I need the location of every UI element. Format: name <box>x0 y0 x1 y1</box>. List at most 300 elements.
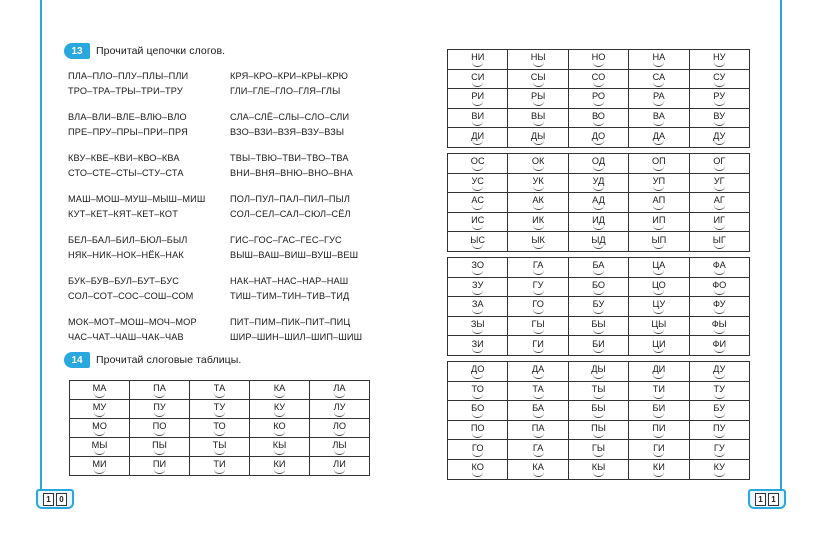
book-icon <box>36 489 74 509</box>
syllable-chain-line: МАШ–МОШ–МУШ–МЫШ–МИШ <box>68 194 206 204</box>
syllable-cell <box>689 401 749 421</box>
syllable-arc-mark <box>653 82 664 87</box>
table-row <box>70 419 370 438</box>
syllable-chain-line: СТО–СТЕ–СТЫ–СТУ–СТА <box>68 168 184 178</box>
syllable-text: ГУ <box>713 442 725 453</box>
syllable-text: ПО <box>152 421 167 431</box>
syllable-chain-line: ВЛА–ВЛИ–ВЛЕ–ВЛЮ–ВЛО <box>68 112 187 122</box>
syllable-text: ПЫ <box>152 440 167 450</box>
table-row <box>448 440 750 460</box>
syllable-text: ИД <box>592 215 605 226</box>
syllable-cell <box>689 381 749 401</box>
syllable-text: ДЫ <box>591 364 606 375</box>
syllable-cell <box>568 381 628 401</box>
syllable-text: ЫГ <box>712 234 726 245</box>
table-row <box>448 420 750 440</box>
syllable-cell <box>629 69 689 89</box>
syllable-chain-line: ПИТ–ПИМ–ПИК–ПИТ–ПИЦ <box>230 317 351 327</box>
syllable-arc-mark <box>714 101 725 106</box>
syllable-arc-mark <box>472 62 483 67</box>
table-row <box>448 173 750 193</box>
syllable-text: ФА <box>712 260 726 271</box>
syllable-cell <box>689 212 749 232</box>
syllable-arc-mark <box>472 309 483 314</box>
syllable-text: СА <box>652 71 666 82</box>
syllable-text: РА <box>653 91 665 102</box>
syllable-text: ПА <box>531 423 545 434</box>
syllable-cell <box>629 173 689 193</box>
syllable-cell <box>629 128 689 148</box>
syllable-arc-mark <box>714 309 725 314</box>
syllable-arc-mark <box>653 290 664 295</box>
syllable-text: РИ <box>471 91 485 102</box>
syllable-chain-line: СОЛ–СЕЛ–САЛ–СЮЛ–СЁЛ <box>230 209 351 219</box>
syllable-arc-mark <box>533 472 544 477</box>
syllable-text: ДИ <box>652 364 666 375</box>
syllable-text: ГЫ <box>531 319 545 330</box>
syllable-arc-mark <box>593 244 604 249</box>
syllable-cell <box>448 212 508 232</box>
syllable-arc-mark <box>714 329 725 334</box>
syllable-arc-mark <box>533 244 544 249</box>
syllable-arc-mark <box>533 413 544 418</box>
syllable-cell <box>568 232 628 252</box>
syllable-arc-mark <box>593 166 604 171</box>
syllable-chain-line: ТВЫ–ТВЮ–ТВИ–ТВО–ТВА <box>230 153 349 163</box>
syllable-cell <box>130 400 190 419</box>
syllable-arc-mark <box>533 140 544 145</box>
syllable-cell <box>70 438 130 457</box>
syllable-arc-mark <box>533 166 544 171</box>
syllable-cell <box>448 401 508 421</box>
syllable-chain-line: НАК–НАТ–НАС–НАР–НАШ <box>230 276 349 286</box>
syllable-arc-mark <box>533 433 544 438</box>
syllable-text: ФИ <box>712 338 727 349</box>
syllable-text: ГУ <box>532 279 544 290</box>
syllable-text: БУ <box>713 403 726 414</box>
syllable-text: ЦЫ <box>651 319 667 330</box>
syllable-cell <box>508 381 568 401</box>
syllable-text: ТО <box>471 383 484 394</box>
syllable-chain-line: КУТ–КЕТ–КЯТ–КЕТ–КОТ <box>68 209 178 219</box>
syllable-text: НО <box>591 52 606 63</box>
syllable-arc-mark <box>714 205 725 210</box>
syllable-cell <box>508 69 568 89</box>
syllable-arc-mark <box>714 394 725 399</box>
syllable-arc-mark <box>593 290 604 295</box>
syllable-text: ЗО <box>471 260 484 271</box>
syllable-arc-mark <box>533 62 544 67</box>
syllable-arc-mark <box>472 413 483 418</box>
syllable-arc-mark <box>472 225 483 230</box>
syllable-text: УП <box>652 175 666 186</box>
syllable-text: ЦА <box>652 260 666 271</box>
syllable-cell <box>508 173 568 193</box>
syllable-cell <box>310 419 370 438</box>
syllable-arc-mark <box>714 290 725 295</box>
table-row <box>448 108 750 128</box>
syllable-text: ВИ <box>471 111 485 122</box>
syllable-arc-mark <box>714 62 725 67</box>
syllable-cell <box>568 154 628 174</box>
syllable-arc-mark <box>653 374 664 379</box>
syllable-cell <box>568 316 628 336</box>
syllable-text: ГЫ <box>591 442 606 453</box>
syllable-cell <box>448 277 508 297</box>
table-row <box>448 128 750 148</box>
syllable-cell <box>568 193 628 213</box>
syllable-text: УК <box>532 175 544 186</box>
syllable-arc-mark <box>714 121 725 126</box>
syllable-cell <box>310 381 370 400</box>
syllable-cell <box>250 438 310 457</box>
syllable-cell <box>508 212 568 232</box>
syllable-cell <box>310 457 370 476</box>
syllable-arc-mark <box>274 469 285 474</box>
syllable-text: ДУ <box>713 130 726 141</box>
syllable-text: СУ <box>713 71 726 82</box>
table-row <box>448 232 750 252</box>
syllable-arc-mark <box>653 244 664 249</box>
syllable-arc-mark <box>533 270 544 275</box>
syllable-cell <box>508 258 568 278</box>
syllable-cell <box>629 89 689 109</box>
syllable-arc-mark <box>653 472 664 477</box>
syllable-arc-mark <box>533 205 544 210</box>
syllable-chain-line: ВЗО–ВЗИ–ВЗЯ–ВЗУ–ВЗЫ <box>230 127 345 137</box>
syllable-text: ПИ <box>652 423 666 434</box>
syllable-text: НЫ <box>530 52 546 63</box>
syllable-text: ПУ <box>153 402 166 412</box>
syllable-cell <box>448 232 508 252</box>
syllable-text: МА <box>92 383 107 393</box>
syllable-arc-mark <box>154 412 165 417</box>
syllable-cell <box>568 89 628 109</box>
table-row <box>448 297 750 317</box>
syllable-arc-mark <box>334 412 345 417</box>
syllable-text: АП <box>652 195 666 206</box>
syllable-cell <box>508 232 568 252</box>
syllable-arc-mark <box>533 121 544 126</box>
syllable-text: ОД <box>591 156 606 167</box>
syllable-text: ФУ <box>713 299 726 310</box>
syllable-cell <box>689 277 749 297</box>
syllable-arc-mark <box>653 121 664 126</box>
syllable-arc-mark <box>653 413 664 418</box>
syllable-arc-mark <box>653 394 664 399</box>
table-row <box>448 459 750 479</box>
syllable-cell <box>689 297 749 317</box>
syllable-arc-mark <box>274 393 285 398</box>
syllable-cell <box>568 173 628 193</box>
syllable-text: ТИ <box>213 459 226 469</box>
syllable-text: ВУ <box>713 111 726 122</box>
syllable-text: БИ <box>592 338 605 349</box>
syllable-cell <box>629 232 689 252</box>
syllable-text: ТУ <box>713 383 725 394</box>
syllable-cell <box>629 420 689 440</box>
syllable-cell <box>508 362 568 382</box>
syllable-arc-mark <box>472 472 483 477</box>
syllable-cell <box>689 193 749 213</box>
syllable-table-right-3 <box>447 257 750 356</box>
syllable-text: АК <box>532 195 544 206</box>
syllable-arc-mark <box>653 348 664 353</box>
syllable-arc-mark <box>472 101 483 106</box>
syllable-text: КО <box>471 462 484 473</box>
syllable-text: РО <box>591 91 606 102</box>
table-row <box>448 154 750 174</box>
syllable-cell <box>568 277 628 297</box>
syllable-cell <box>689 316 749 336</box>
syllable-text: МУ <box>92 402 107 412</box>
syllable-text: ФО <box>712 279 727 290</box>
syllable-cell <box>508 297 568 317</box>
syllable-cell <box>689 173 749 193</box>
syllable-chain-line: ВНИ–ВНЯ–ВНЮ–ВНО–ВНА <box>230 168 353 178</box>
syllable-text: ИГ <box>713 215 726 226</box>
syllable-text: АГ <box>713 195 725 206</box>
syllable-arc-mark <box>533 348 544 353</box>
syllable-arc-mark <box>653 433 664 438</box>
task-number-badge: 14 <box>64 352 90 368</box>
table-row <box>448 69 750 89</box>
syllable-cell <box>448 89 508 109</box>
syllable-text: ПА <box>153 383 166 393</box>
syllable-text: ОП <box>651 156 666 167</box>
syllable-chain-line: ПОЛ–ПУЛ–ПАЛ–ПИЛ–ПЫЛ <box>230 194 351 204</box>
syllable-text: ДО <box>471 364 485 375</box>
syllable-cell <box>448 316 508 336</box>
syllable-arc-mark <box>472 394 483 399</box>
syllable-chain-line: БУК–БУВ–БУЛ–БУТ–БУС <box>68 276 180 286</box>
syllable-cell <box>689 128 749 148</box>
syllable-arc-mark <box>334 450 345 455</box>
syllable-cell <box>508 193 568 213</box>
syllable-cell <box>448 336 508 356</box>
syllable-arc-mark <box>714 166 725 171</box>
syllable-cell <box>689 362 749 382</box>
syllable-cell <box>629 277 689 297</box>
syllable-cell <box>70 457 130 476</box>
syllable-arc-mark <box>714 186 725 191</box>
syllable-arc-mark <box>533 394 544 399</box>
syllable-text: ЦО <box>651 279 666 290</box>
syllable-chain-line: ВЫШ–ВАШ–ВИШ–ВУШ–ВЕШ <box>230 250 359 260</box>
syllable-arc-mark <box>593 452 604 457</box>
syllable-text: ДЫ <box>530 130 546 141</box>
syllable-cell <box>689 108 749 128</box>
syllable-text: ПЫ <box>591 423 606 434</box>
syllable-text: БО <box>471 403 485 414</box>
syllable-text: НА <box>652 52 666 63</box>
syllable-cell <box>629 297 689 317</box>
syllable-arc-mark <box>154 469 165 474</box>
syllable-arc-mark <box>214 450 225 455</box>
syllable-cell <box>190 419 250 438</box>
syllable-table-right-4 <box>447 361 750 480</box>
syllable-chain-line: МОК–МОТ–МОШ–МОЧ–МОР <box>68 317 197 327</box>
syllable-text: ГО <box>532 299 544 310</box>
left-page-border <box>40 0 42 500</box>
syllable-arc-mark <box>214 412 225 417</box>
syllable-arc-mark <box>334 469 345 474</box>
syllable-arc-mark <box>472 121 483 126</box>
syllable-text: БА <box>532 403 545 414</box>
syllable-text: ИС <box>471 215 485 226</box>
table-row <box>448 193 750 213</box>
syllable-cell <box>250 400 310 419</box>
syllable-cell <box>689 69 749 89</box>
syllable-arc-mark <box>334 431 345 436</box>
syllable-arc-mark <box>472 244 483 249</box>
syllable-cell <box>508 440 568 460</box>
syllable-chain-line: НЯК–НИК–НОК–НЁК–НАК <box>68 250 184 260</box>
syllable-text: ТО <box>213 421 226 431</box>
syllable-text: КА <box>532 462 544 473</box>
page-number-left <box>36 490 74 508</box>
syllable-arc-mark <box>154 431 165 436</box>
syllable-chain-line: ГИС–ГОС–ГАС–ГЕС–ГУС <box>230 235 342 245</box>
syllable-arc-mark <box>533 374 544 379</box>
syllable-cell <box>70 400 130 419</box>
syllable-arc-mark <box>533 452 544 457</box>
syllable-chain-line: ТИШ–ТИМ–ТИН–ТИВ–ТИД <box>230 291 350 301</box>
syllable-arc-mark <box>533 186 544 191</box>
syllable-cell <box>629 459 689 479</box>
syllable-chain-line: СЛА–СЛЁ–СЛЫ–СЛО–СЛИ <box>230 112 350 122</box>
syllable-text: ПУ <box>713 423 726 434</box>
syllable-cell <box>689 232 749 252</box>
syllable-text: ВА <box>652 111 665 122</box>
syllable-text: УД <box>592 175 605 186</box>
syllable-cell <box>629 362 689 382</box>
syllable-cell <box>689 154 749 174</box>
syllable-arc-mark <box>274 450 285 455</box>
syllable-text: ЗА <box>471 299 484 310</box>
syllable-text: ЫС <box>470 234 486 245</box>
syllable-cell <box>70 419 130 438</box>
syllable-text: КЫ <box>591 462 606 473</box>
syllable-chain-line: СОЛ–СОТ–СОС–СОШ–СОМ <box>68 291 194 301</box>
syllable-text: БЫ <box>591 403 606 414</box>
syllable-text: ЛА <box>333 383 346 393</box>
syllable-arc-mark <box>94 393 105 398</box>
syllable-arc-mark <box>593 140 604 145</box>
syllable-arc-mark <box>214 393 225 398</box>
syllable-text: РУ <box>713 91 726 102</box>
syllable-cell <box>629 401 689 421</box>
syllable-arc-mark <box>214 431 225 436</box>
syllable-arc-mark <box>653 452 664 457</box>
syllable-cell <box>689 258 749 278</box>
syllable-text: ТУ <box>213 402 226 412</box>
syllable-cell <box>629 50 689 70</box>
syllable-text: ДА <box>531 364 545 375</box>
syllable-text: КИ <box>273 459 286 469</box>
syllable-arc-mark <box>714 82 725 87</box>
syllable-text: ОГ <box>713 156 726 167</box>
syllable-arc-mark <box>593 62 604 67</box>
syllable-cell <box>629 154 689 174</box>
syllable-arc-mark <box>334 393 345 398</box>
syllable-cell <box>448 258 508 278</box>
page-digit: 1 <box>43 493 54 506</box>
task-number-badge: 13 <box>64 43 90 59</box>
syllable-arc-mark <box>472 140 483 145</box>
syllable-arc-mark <box>593 186 604 191</box>
syllable-arc-mark <box>714 348 725 353</box>
book-icon <box>748 489 786 509</box>
syllable-cell <box>629 258 689 278</box>
syllable-arc-mark <box>653 225 664 230</box>
syllable-cell <box>70 381 130 400</box>
syllable-text: ИК <box>532 215 545 226</box>
page-digit: 0 <box>56 493 67 506</box>
syllable-cell <box>448 128 508 148</box>
syllable-cell <box>568 297 628 317</box>
syllable-arc-mark <box>472 329 483 334</box>
syllable-text: ФЫ <box>711 319 727 330</box>
syllable-cell <box>448 420 508 440</box>
syllable-cell <box>508 50 568 70</box>
syllable-text: ОС <box>470 156 485 167</box>
syllable-arc-mark <box>472 205 483 210</box>
syllable-arc-mark <box>214 469 225 474</box>
syllable-table-right-2 <box>447 153 750 252</box>
syllable-text: БУ <box>592 299 605 310</box>
syllable-cell <box>130 457 190 476</box>
syllable-arc-mark <box>533 82 544 87</box>
syllable-cell <box>568 336 628 356</box>
page-digit: 1 <box>768 493 779 506</box>
syllable-text: ТА <box>213 383 226 393</box>
syllable-arc-mark <box>94 412 105 417</box>
syllable-text: ГО <box>471 442 484 453</box>
syllable-cell <box>508 277 568 297</box>
syllable-cell <box>508 108 568 128</box>
syllable-text: ТА <box>532 383 544 394</box>
syllable-cell <box>568 459 628 479</box>
syllable-text: НИ <box>471 52 485 63</box>
syllable-cell <box>508 128 568 148</box>
syllable-text: ВО <box>591 111 605 122</box>
syllable-arc-mark <box>653 101 664 106</box>
table-row <box>70 457 370 476</box>
syllable-text: ВЫ <box>530 111 546 122</box>
table-row <box>448 401 750 421</box>
syllable-text: УС <box>471 175 484 186</box>
syllable-text: МЫ <box>91 440 108 450</box>
task-13-header <box>64 43 225 59</box>
table-row <box>448 50 750 70</box>
syllable-arc-mark <box>154 393 165 398</box>
syllable-arc-mark <box>653 329 664 334</box>
syllable-cell <box>130 419 190 438</box>
syllable-cell <box>508 316 568 336</box>
syllable-chain-line: ПЛА–ПЛО–ПЛУ–ПЛЫ–ПЛИ <box>68 71 189 81</box>
syllable-cell <box>130 381 190 400</box>
syllable-arc-mark <box>472 452 483 457</box>
right-page-border <box>780 0 782 500</box>
syllable-arc-mark <box>472 82 483 87</box>
syllable-text: КА <box>273 383 286 393</box>
syllable-cell <box>568 401 628 421</box>
syllable-cell <box>568 420 628 440</box>
syllable-arc-mark <box>593 329 604 334</box>
syllable-text: ЗУ <box>472 279 484 290</box>
table-row <box>448 336 750 356</box>
